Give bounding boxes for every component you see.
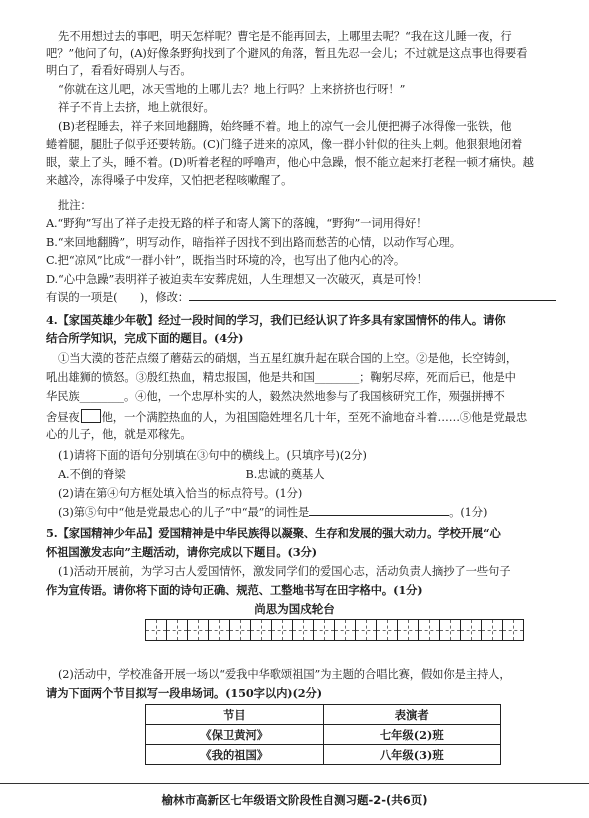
table-header: 节目 (146, 705, 324, 725)
text-fragment: 舍昼夜 (46, 411, 80, 424)
sub-question-tail: 。(1分) (449, 506, 488, 519)
grid-cell[interactable] (440, 620, 461, 640)
question-4-title: 4.【家国英雄少年敬】经过一段时间的学习，我们已经认识了许多具有家国情怀的伟人。请你 (46, 313, 506, 327)
text-line: 吧？”他问了句，(A)好像条野狗找到了个避风的角落，暂且先忍一会儿；不过就是这点事也得要看 (46, 47, 528, 60)
text-line: 祥子不肯上去挤，地上就很好。 (58, 101, 215, 114)
annotation-heading: 批注： (58, 199, 92, 212)
grid-cell[interactable] (188, 620, 209, 640)
option-c: C.把“凉风”比成“一群小针”，既指当时环境的冷，也写出了他内心的冷。 (46, 254, 406, 267)
punctuation-box[interactable] (81, 409, 101, 423)
grid-cell[interactable] (482, 620, 503, 640)
sub-question: (1)活动开展前，为学习古人爱国情怀，激发同学们的爱国心志，活动负责人摘抄了一些句子 (58, 565, 511, 578)
text-line: (B)老程睡去，祥子来回地翻腾，始终睡不着。地上的凉气一会儿便把褥子冰得像一张铁，他 (58, 120, 512, 133)
program-name: 《我的祖国》 (146, 745, 324, 765)
program-name: 《保卫黄河》 (146, 725, 324, 745)
answer-prompt: 有误的一项是( )，修改： (46, 291, 189, 304)
grid-cell[interactable] (209, 620, 230, 640)
page-footer: 榆林市高新区七年级语文阶段性自测习题-2-(共6页) (161, 793, 428, 807)
performer: 七年级(2)班 (323, 725, 501, 745)
program-table (145, 704, 501, 765)
question-4-title: 结合所学知识，完成下面的题目。(4分) (46, 331, 244, 345)
option-a: A.“野狗”写出了祥子走投无路的样子和寄人篱下的落魄，“野狗”一词用得好！ (46, 217, 428, 230)
table-header-row (146, 705, 501, 725)
grid-cell[interactable] (314, 620, 335, 640)
grid-cell[interactable] (461, 620, 482, 640)
sub-question (58, 506, 568, 520)
choice-a: A.不倒的脊梁 (58, 468, 126, 481)
text-line: ①当大漠的苍茫点缀了蘑菇云的硝烟，当五星红旗升起在联合国的上空。②是他，长空铸剑， (58, 352, 518, 365)
tianzige-grid[interactable] (145, 619, 524, 641)
option-b: B.“来回地翻腾”，明写动作，暗指祥子因找不到出路而愁苦的心情，以动作写心理。 (46, 236, 461, 249)
grid-cell[interactable] (335, 620, 356, 640)
sub-question-text: (3)第⑤句中“他是党最忠心的儿子”中“最”的词性是 (58, 506, 310, 519)
text-fragment: 他，一个满腔热血的人，为祖国隐姓埋名几十年，至死不渝地奋斗着……⑤他是党最忠 (101, 411, 528, 424)
grid-cell[interactable] (167, 620, 188, 640)
text-line: “你就在这儿吧，冰天雪地的上哪儿去？地上行吗？上来挤挤也行呀！” (58, 83, 406, 96)
grid-cell[interactable] (251, 620, 272, 640)
text-line: 华民族________。④他，一个忠厚朴实的人，毅然决然地参与了我国核研究工作，殒强拼搏不 (46, 390, 505, 403)
sub-question: 作为宣传语。请你将下面的诗句正确、规范、工整地书写在田字格中。(1分) (46, 583, 423, 597)
grid-cell[interactable] (377, 620, 398, 640)
option-d: D.“心中急躁”表明祥子被迫卖车安葬虎妞，人生理想又一次破灭，真是可怜！ (46, 273, 428, 286)
grid-cell[interactable] (230, 620, 251, 640)
sub-question: 请为下面两个节目拟写一段串场词。(150字以内)(2分) (46, 686, 322, 700)
sub-question: (2)活动中，学校准备开展一场以“爱我中华歌颂祖国”为主题的合唱比赛，假如你是主持人， (58, 668, 511, 681)
choice-line (58, 468, 568, 482)
grid-cell[interactable] (146, 620, 167, 640)
grid-cell[interactable] (503, 620, 523, 640)
text-line: 心的儿子，他，就是邓稼先。 (46, 428, 192, 441)
answer-blank[interactable] (309, 515, 449, 516)
poem-line: 尚思为国戍轮台 (254, 602, 335, 616)
grid-cell[interactable] (398, 620, 419, 640)
text-line (46, 409, 556, 425)
performer: 八年级(3)班 (323, 745, 501, 765)
text-line: 眼，蒙上了头，睡不着。(D)听着老程的呼噜声，他心中急躁，恨不能立起来打老程一顿才痛快。越 (46, 156, 534, 169)
table-header: 表演者 (323, 705, 501, 725)
text-line: 明白了，看看好碍别人与否。 (46, 64, 192, 77)
sub-question: (2)请在第④句方框处填入恰当的标点符号。(1分) (58, 487, 303, 500)
table-row (146, 725, 501, 745)
question-5-title: 5.【家国精神少年品】爱国精神是中华民族得以凝聚、生存和发展的强大动力。学校开展“心 (46, 526, 501, 540)
text-line: 来越冷，冻得嗓子中发痒，又怕把老程咳嗽醒了。 (46, 174, 293, 187)
text-line: 吼出雄狮的愤怒。③殷红热血，精忠报国，他是共和国________；鞠躬尽瘁，死而后已，他是中 (46, 371, 516, 384)
grid-cell[interactable] (272, 620, 293, 640)
table-row (146, 745, 501, 765)
answer-line (46, 291, 556, 305)
grid-cell[interactable] (293, 620, 314, 640)
choice-b: B.忠诚的奠基人 (245, 468, 325, 481)
question-5-title: 怀祖国激发志向”主题活动，请你完成以下题目。(3分) (46, 545, 317, 559)
sub-question: (1)请将下面的语句分别填在③句中的横线上。(只填序号)(2分) (58, 449, 367, 462)
answer-blank[interactable] (189, 300, 556, 301)
text-line: 先不用想过去的事吧，明天怎样呢？曹宅是不能再回去，上哪里去呢？“我在这儿睡一夜，行 (58, 30, 512, 43)
text-line: 蜷着腿，腿肚子似乎还要转筋。(C)门缝子进来的凉风，像一群小针似的往头上刺。他狠狠地闭着 (46, 138, 523, 151)
grid-cell[interactable] (356, 620, 377, 640)
grid-cell[interactable] (419, 620, 440, 640)
footer-divider (0, 783, 589, 784)
